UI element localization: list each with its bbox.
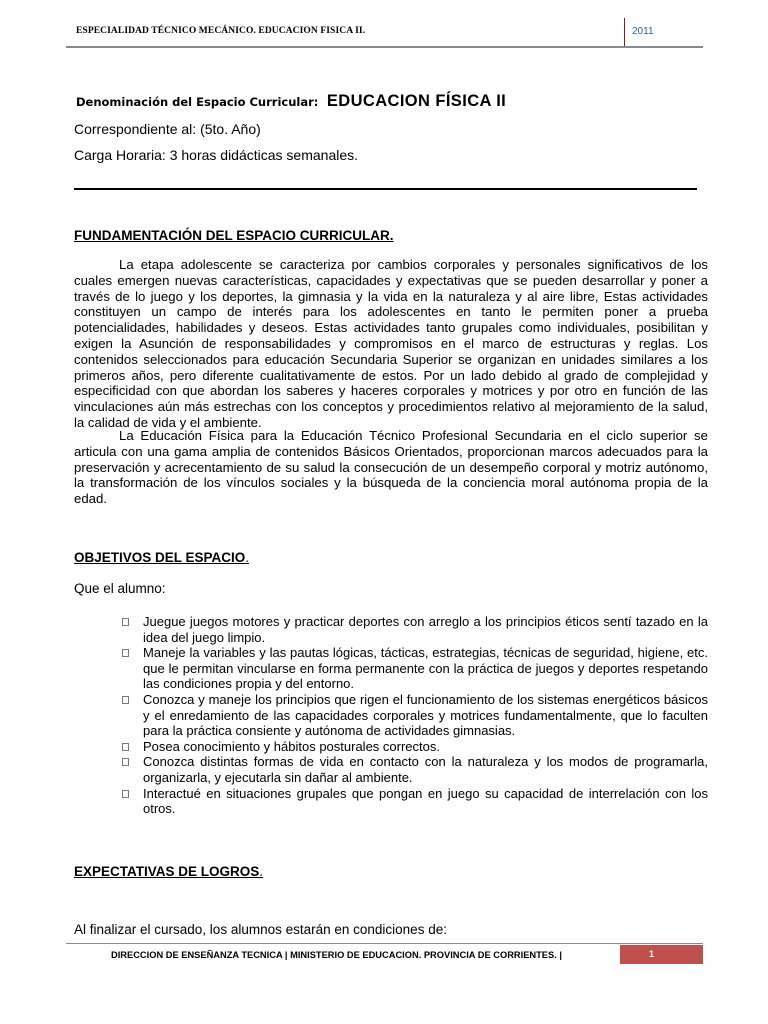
page-number: 1 — [649, 949, 655, 959]
bullet-icon — [122, 618, 129, 626]
list-item — [120, 786, 708, 817]
denominacion-line — [76, 92, 506, 111]
list-item-text: Conozca distintas formas de vida en contacto con la naturaleza y los modos de programarla, organizarla, y ejecutarla sin dañar al ambiente. — [143, 754, 708, 785]
carga-horaria-line: Carga Horaria: 3 horas didácticas semanales. — [74, 147, 359, 163]
footer-text: DIRECCION DE ENSEÑANZA TECNICA | MINISTERIO DE EDUCACION. PROVINCIA DE CORRIENTES. | — [111, 950, 562, 960]
bullet-icon — [122, 649, 129, 657]
objetivos-heading-text: OBJETIVOS DEL ESPACIO — [74, 550, 246, 565]
list-item — [120, 645, 708, 692]
page-number-badge — [620, 945, 703, 964]
objetivos-heading: OBJETIVOS DEL ESPACIO. — [74, 550, 250, 565]
list-item-text: Conozca y maneje los principios que rigen el funcionamiento de los sistemas energéticos básicos y el enredamiento de las capacidades corporales y motrices fundamentalmente, que lo faculten para la práctica consiente y autónoma de actividades gimnasias. — [143, 691, 708, 739]
header-year: 2011 — [632, 26, 654, 37]
list-item-text: Maneje la variables y las pautas lógicas, tácticas, estrategias, técnicas de seguridad, higiene, etc. que le permitan vincularse en forma permanente con la práctica de juegos y deportes respetando las condiciones propia y del entorno. — [143, 645, 708, 692]
bullet-icon — [122, 790, 129, 798]
header-divider — [624, 18, 625, 46]
list-item-text: Posea conocimiento y hábitos posturales correctos. — [143, 738, 440, 754]
bullet-icon — [122, 696, 129, 704]
bullet-icon — [122, 758, 129, 766]
fundamentacion-paragraph-1: La etapa adolescente se caracteriza por cambios corporales y personales significativos de los cuales emergen nuevas características, capacidades y expectativas que se pueden desarrollar y poner a través de lo juego y los deportes, la gimnasia y la vida en la naturaleza y al aire libre, Estas actividades constituyen un campo de interés para los adolescentes en tanto le permiten poner a prueba potencialidades, habilidades y deseos. Estas actividades tanto grupales como individuales, posibilitan y exigen la Asunción de responsabilidades y compromisos en el marco de estructuras y reglas. Los contenidos seleccionados para educación Secundaria Superior se organizan en unidades similares a los primeros años, pero diferente cualitativamente de estos. Por un lado debido al grado de complejidad y especificidad con que abordan los saberes y haceres corporales y motrices y por otro en función de las vinculaciones aún más estrechas con los conceptos y procedimientos relativo al mejoramiento de la salud, la calidad de vida y el ambiente. — [74, 257, 708, 430]
objetivos-intro: Que el alumno: — [74, 581, 166, 596]
list-item — [120, 754, 708, 785]
objetivos-list — [120, 614, 708, 817]
section-divider — [74, 188, 697, 190]
list-item-text: Interactué en situaciones grupales que pongan en juego su capacidad de interrelación con los otros. — [143, 785, 708, 817]
denominacion-value: EDUCACION FÍSICA II — [326, 92, 507, 110]
header-rule — [66, 46, 703, 48]
list-item — [120, 692, 708, 739]
bullet-icon — [122, 743, 129, 751]
footer-rule — [66, 943, 703, 944]
expectativas-intro: Al finalizar el cursado, los alumnos estarán en condiciones de: — [74, 922, 447, 937]
correspondiente-line: Correspondiente al: (5to. Año) — [74, 121, 261, 137]
list-item — [120, 614, 708, 645]
fundamentacion-heading-text: FUNDAMENTACIÓN DEL ESPACIO CURRICULAR. — [74, 228, 394, 243]
expectativas-heading-text: EXPECTATIVAS DE LOGROS — [74, 864, 260, 879]
header-title: ESPECIALIDAD TÉCNICO MECÁNICO. EDUCACION FISICA II. — [76, 26, 366, 36]
list-item — [120, 739, 708, 755]
expectativas-heading: EXPECTATIVAS DE LOGROS. — [74, 864, 264, 879]
fundamentacion-heading — [74, 228, 394, 243]
list-item-text: Juegue juegos motores y practicar deportes con arreglo a los principios éticos sentí tazado en la idea del juego limpio. — [143, 614, 708, 645]
denominacion-label: Denominación del Espacio Curricular: — [76, 95, 319, 109]
fundamentacion-paragraph-2: La Educación Física para la Educación Técnico Profesional Secundaria en el ciclo superior se articula con una gama amplia de contenidos Básicos Orientados, proporcionan marcos adecuados para la preservación y acrecentamiento de su salud la consecución de un desempeño corporal y motriz autónomo, la transformación de los vínculos sociales y la búsqueda de la conciencia moral autónoma propia de la edad. — [74, 428, 708, 507]
